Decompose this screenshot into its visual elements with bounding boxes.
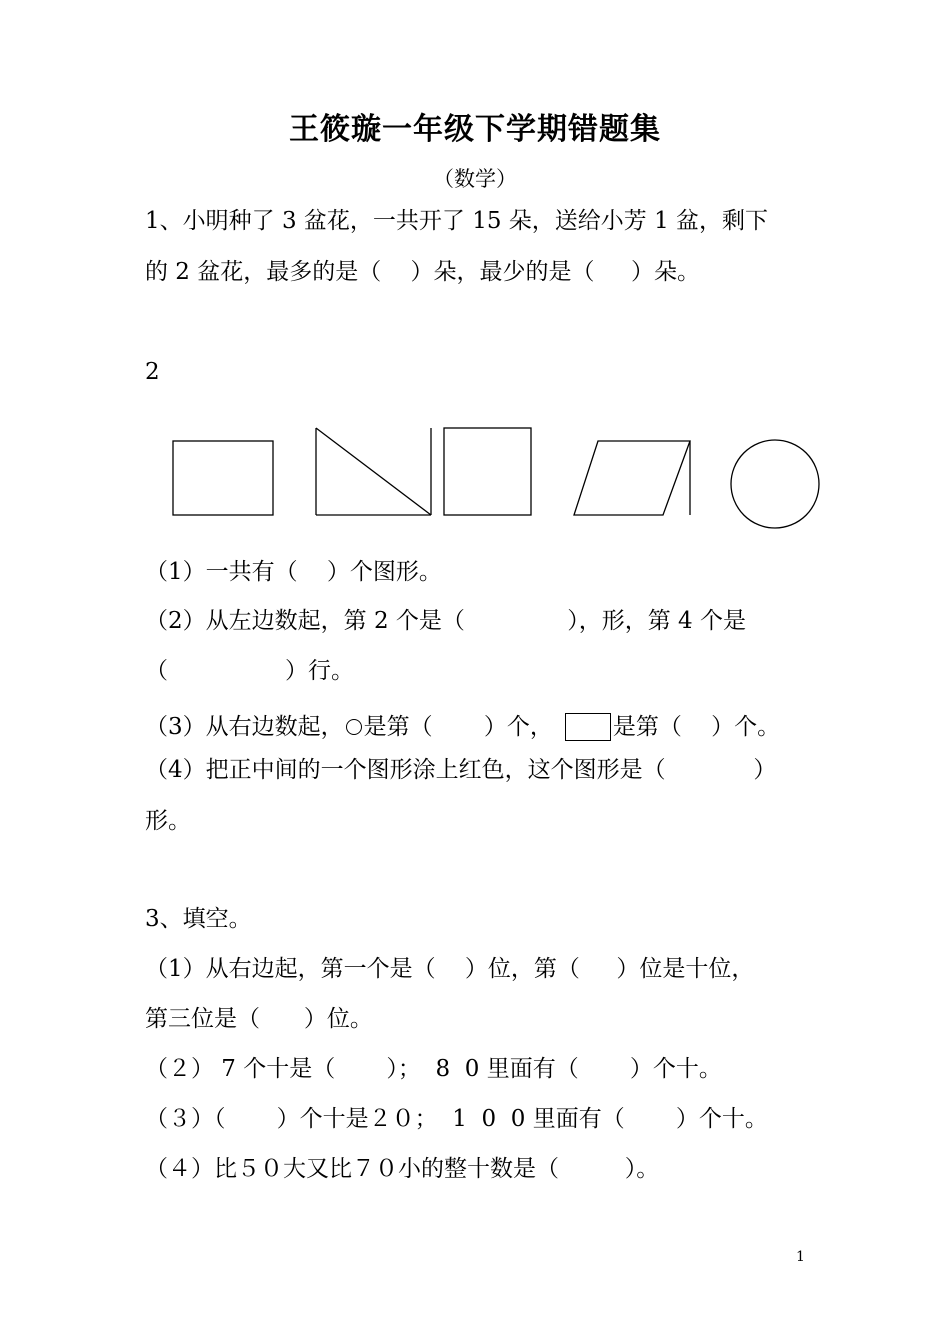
- rectangle-shape: [173, 441, 273, 515]
- q3-sub-4: （４）比５０大又比７０小的整十数是（ ）。: [145, 1156, 660, 1182]
- q1-line-1: 1、小明种了 3 盆花，一共开了 15 朵，送给小芳 1 盆，剩下: [145, 208, 769, 234]
- document-title: 王筱璇一年级下学期错题集: [289, 112, 661, 147]
- q2-sub-3-part-2: 是第（ ）个，: [363, 714, 553, 740]
- document-subtitle: （数学）: [433, 167, 517, 191]
- q2-sub-2-line-2: （ ）行。: [145, 658, 354, 684]
- q2-number: 2: [145, 359, 160, 385]
- q2-sub-1: （1）一共有（ ）个图形。: [145, 559, 442, 585]
- page-number: 1: [796, 1249, 805, 1265]
- q2-sub-3-part-1: （3）从右边数起，: [145, 714, 344, 740]
- circle-shape: [731, 440, 819, 528]
- square-shape: [444, 428, 531, 515]
- q3-sub-2: （２） 7 个十是（ ）； 8 0 里面有（ ）个十。: [145, 1056, 722, 1082]
- q2-sub-2-line-1: （2）从左边数起，第 2 个是（ ），形，第 4 个是: [145, 608, 746, 634]
- q1-line-2: 的 2 盆花，最多的是（ ）朵，最少的是（ ）朵。: [145, 259, 701, 285]
- q2-sub-3: [145, 712, 780, 742]
- right-triangle-shape: [316, 428, 431, 515]
- q3-heading: 3、填空。: [145, 906, 252, 932]
- rectangle-icon: [565, 713, 611, 741]
- q3-sub-1-line-1: （1）从右边起，第一个是（ ）位，第（ ）位是十位，: [145, 956, 755, 982]
- q3-sub-1-line-2: 第三位是（ ）位。: [145, 1006, 373, 1032]
- q2-sub-4-line-1: （4）把正中间的一个图形涂上红色，这个图形是（ ）: [145, 757, 777, 783]
- parallelogram-shape: [574, 441, 690, 515]
- q3-sub-3: （３）（ ）个十是２０； 1 0 0 里面有（ ）个十。: [145, 1106, 768, 1132]
- q2-sub-3-part-3: 是第（ ）个。: [612, 714, 781, 740]
- circle-icon: [346, 719, 362, 735]
- q2-sub-4-line-2: 形。: [145, 808, 191, 834]
